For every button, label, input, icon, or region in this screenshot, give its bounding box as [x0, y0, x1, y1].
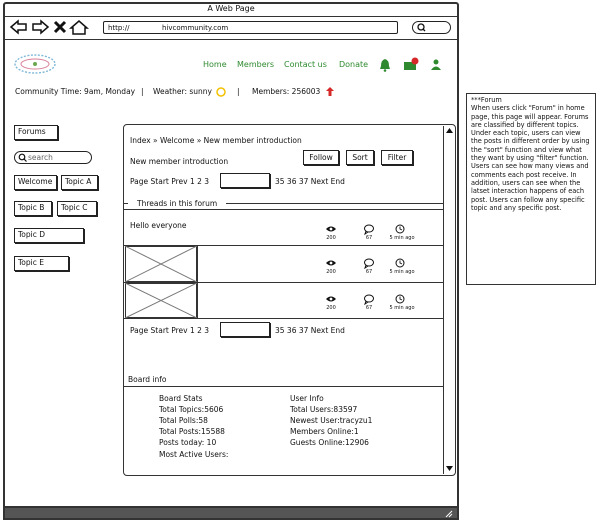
url-prefix: http://: [108, 24, 130, 32]
community-time: Community Time: 9am, Monday: [15, 87, 136, 96]
guests-online: Guests Online:12906: [290, 438, 369, 447]
infobar-separator-2: |: [237, 87, 240, 96]
scrollbar[interactable]: [443, 126, 454, 474]
thread-thumbnail: [125, 246, 197, 282]
threads-divider-left: [124, 203, 128, 204]
forward-icon[interactable]: [33, 21, 48, 33]
total-polls: Total Polls:58: [159, 416, 208, 425]
url-text: hivcommunity.com: [162, 24, 229, 32]
site-logo: [13, 53, 58, 75]
follow-button[interactable]: Follow: [303, 150, 339, 165]
board-info-divider: [124, 386, 443, 387]
threads-label: Threads in this forum: [137, 199, 218, 208]
sun-icon: [215, 86, 227, 98]
scroll-down-icon[interactable]: [445, 464, 454, 472]
nav-members[interactable]: Members: [237, 60, 275, 69]
threads-divider-right: [226, 203, 443, 204]
most-active-users: Most Active Users:: [159, 450, 229, 459]
clock-icon: [396, 225, 404, 233]
search-icon: [415, 22, 451, 32]
thumbnail-divider: [197, 246, 198, 282]
thread-meta-icons-1: [324, 224, 419, 235]
sidebar-item-topic-c[interactable]: Topic C: [57, 201, 97, 216]
header-icons: [378, 57, 448, 73]
nav-home[interactable]: Home: [203, 60, 227, 69]
clock-icon: [396, 259, 404, 267]
annotation-note: [466, 93, 596, 285]
newest-user: Newest User:tracyzu1: [290, 416, 373, 425]
nav-donate[interactable]: Donate: [339, 60, 369, 69]
thread-divider: [124, 318, 443, 319]
last-activity: 5 min ago: [389, 305, 415, 311]
pager-right[interactable]: 35 36 37 Next End: [275, 177, 345, 186]
members-online: Members Online:1: [290, 427, 359, 436]
bell-icon[interactable]: [380, 59, 390, 72]
sidebar-item-topic-a[interactable]: Topic A: [61, 175, 98, 190]
board-stats-heading: Board Stats: [159, 394, 203, 403]
thread-meta-icons-2: [324, 258, 419, 269]
clock-icon: [396, 295, 404, 303]
view-count: 200: [326, 305, 336, 311]
forums-button[interactable]: Forums: [14, 125, 58, 140]
sidebar-item-topic-d[interactable]: Topic D: [14, 228, 84, 243]
address-bar[interactable]: [103, 21, 398, 34]
comment-count: 67: [365, 305, 373, 311]
threads-top-line: [124, 209, 443, 210]
toolbar-divider: [3, 39, 459, 40]
total-topics: Total Topics:5606: [159, 405, 224, 414]
thread-thumbnail: [125, 283, 197, 318]
nav-contact[interactable]: Contact us: [284, 60, 327, 69]
search-icon: [18, 153, 27, 162]
infobar-separator-1: |: [141, 87, 144, 96]
user-info-heading: User Info: [290, 394, 324, 403]
last-activity: 5 min ago: [389, 235, 415, 241]
total-posts: Total Posts:15588: [159, 427, 225, 436]
filter-button[interactable]: Filter: [381, 150, 413, 165]
view-count: 200: [326, 235, 336, 241]
browser-search[interactable]: [412, 21, 451, 34]
titlebar-divider: [3, 16, 459, 17]
page-input[interactable]: [220, 173, 270, 188]
home-icon[interactable]: [71, 21, 87, 34]
annotation-body: When users click "Forum" in home page, this page will appear. Forums are classified by different topics. Under each topic, users can view the posts in different order by using the "sort" function and view what they want by using "filter" function. Users can see how many views and comments each post receive. In addition, users can see when the latset interaction happens of each post. Users can follow any specific topic and any specific post.: [471, 104, 590, 212]
annotation-title: ***Forum: [471, 96, 502, 104]
pager-right-bottom[interactable]: 35 36 37 Next End: [275, 326, 345, 335]
breadcrumb[interactable]: Index » Welcome » New member introduction: [130, 136, 302, 145]
close-icon[interactable]: [55, 22, 65, 32]
comment-icon: [365, 295, 374, 304]
comment-icon: [365, 259, 374, 268]
scroll-up-icon[interactable]: [445, 127, 454, 135]
weather: Weather: sunny: [153, 87, 212, 96]
eye-icon: [326, 297, 336, 302]
total-users: Total Users:83597: [290, 405, 358, 414]
thread-title[interactable]: Hello everyone: [130, 221, 187, 230]
forum-heading: New member introduction: [130, 157, 229, 166]
page-input-bottom[interactable]: [220, 322, 270, 337]
sidebar-item-welcome[interactable]: Welcome: [14, 175, 57, 190]
mail-icon[interactable]: [404, 58, 419, 71]
arrow-up-icon: [325, 86, 335, 97]
board-info-label: Board info: [128, 375, 167, 384]
resize-grip-icon[interactable]: [444, 509, 454, 518]
back-icon[interactable]: [11, 21, 26, 33]
thumbnail-divider: [197, 283, 198, 318]
comment-icon: [365, 225, 374, 234]
thread-meta-icons-3: [324, 294, 419, 305]
user-icon[interactable]: [431, 60, 441, 71]
comment-count: 67: [365, 235, 373, 241]
pager-left-bottom[interactable]: Page Start Prev 1 2 3: [130, 326, 210, 335]
sidebar-item-topic-b[interactable]: Topic B: [14, 201, 52, 216]
sidebar-item-topic-e[interactable]: Topic E: [14, 256, 69, 271]
search-placeholder: search: [28, 153, 53, 162]
sidebar-search-input[interactable]: [14, 151, 92, 164]
member-count: Members: 256003: [252, 87, 321, 96]
window-title: A Web Page: [207, 4, 255, 13]
sort-button[interactable]: Sort: [346, 150, 374, 165]
browser-nav-icons: [9, 19, 99, 36]
view-count: 200: [326, 269, 336, 275]
pager-left[interactable]: Page Start Prev 1 2 3: [130, 177, 210, 186]
posts-today: Posts today: 10: [159, 438, 217, 447]
status-bar: [3, 506, 459, 520]
eye-icon: [326, 227, 336, 232]
eye-icon: [326, 261, 336, 266]
comment-count: 67: [365, 269, 373, 275]
last-activity: 5 min ago: [389, 269, 415, 275]
